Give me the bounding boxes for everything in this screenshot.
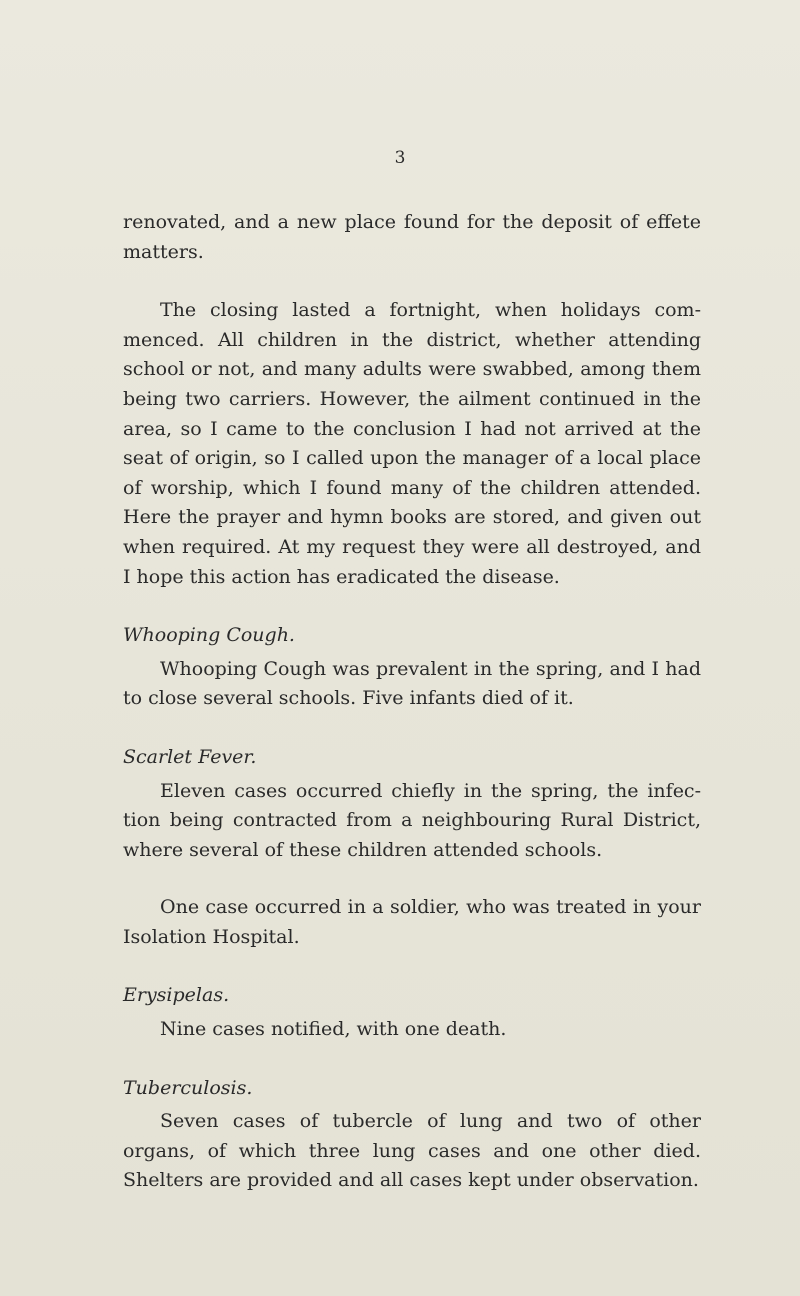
- heading-erysipelas: Erysipelas.: [123, 984, 230, 1007]
- heading-tuberculosis: Tuberculosis.: [123, 1076, 253, 1099]
- paragraph-renovated: renovated, and a new place found for the deposit of effete matters.: [123, 211, 701, 263]
- paragraph-closing: The closing lasted a fortnight, when holidays com- menced. All children in the district, whether attending school or not, and many adults were swabbed, among them being two carriers. However, the ailment continued in the area, so I came to the conclusion I had not arrived at the seat of origin, so I called upon the manager of a local place of worship, which I found many of the children attended. Here the prayer and hymn books are stored, and given out when required. At my request they were all destroyed, and I hope this action has eradicated the disease.: [123, 299, 701, 588]
- paragraph-erysipelas: Nine cases notified, with one death.: [160, 1018, 507, 1041]
- paragraph-scarlet-fever-1: Eleven cases occurred chiefly in the spring, the infec- tion being contracted from a neighbouring Rural District, where several of these children attended schools.: [123, 779, 701, 861]
- page-number: 3: [394, 148, 406, 168]
- paragraph-whooping-cough: Whooping Cough was prevalent in the spring, and I had to close several schools. Five infants died of it.: [123, 657, 701, 710]
- paragraph-tuberculosis: Seven cases of tubercle of lung and two of other organs, of which three lung cases and one other died. Shelters are provided and all cases kept under observation.: [123, 1110, 701, 1192]
- body-text: [123, 208, 701, 1196]
- heading-scarlet-fever: Scarlet Fever.: [123, 745, 257, 768]
- heading-whooping-cough: Whooping Cough.: [123, 624, 295, 647]
- paragraph-scarlet-fever-2: One case occurred in a soldier, who was treated in your Isolation Hospital.: [123, 896, 701, 948]
